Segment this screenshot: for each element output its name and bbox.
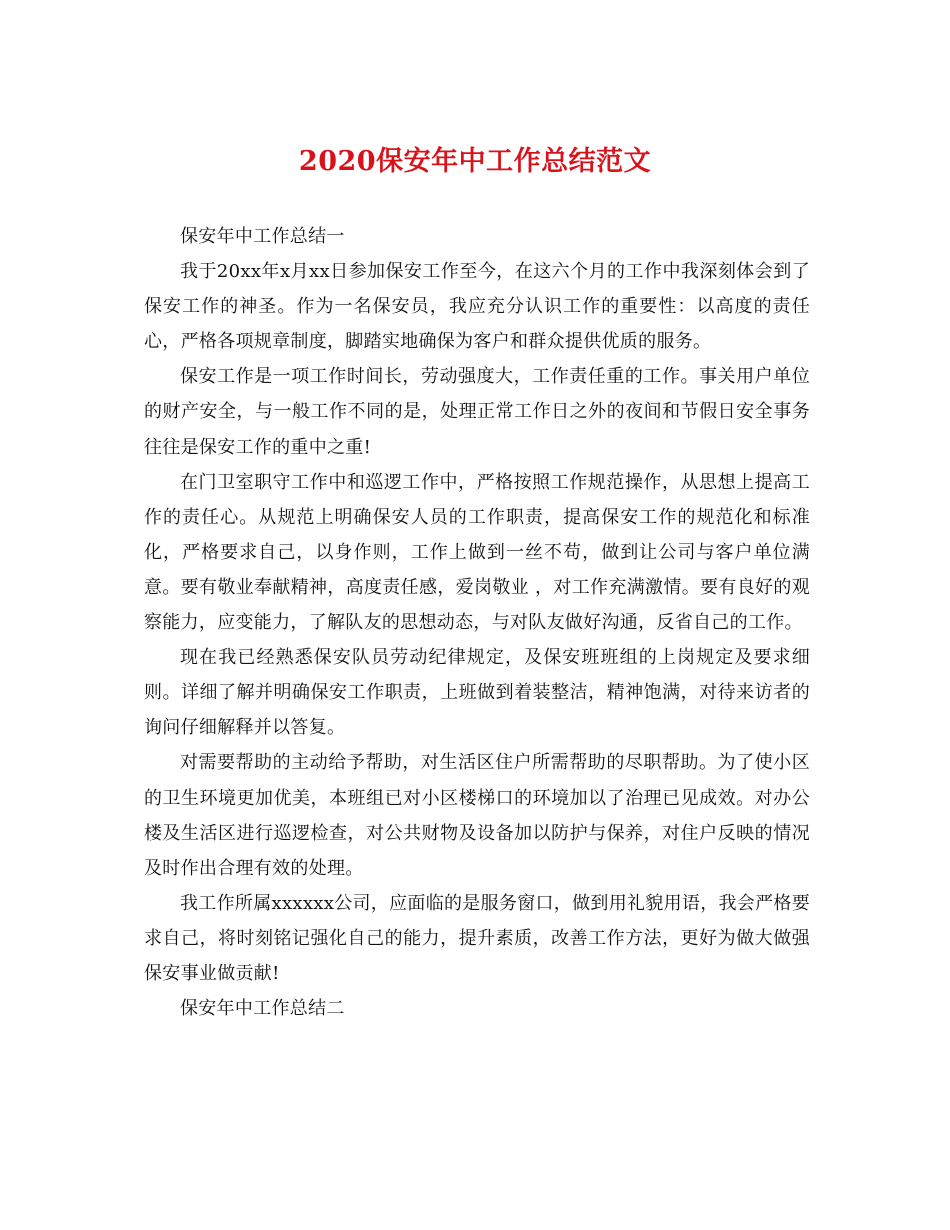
document-title: 2020保安年中工作总结范文 — [298, 146, 652, 177]
paragraph: 我于20xx年x月xx日参加保安工作至今，在这六个月的工作中我深刻体会到了保安工作的神圣。作为一名保安员，我应充分认识工作的重要性：以高度的责任心，严格各项规章制度，脚踏实地确保为客户和群众提供优质的服务。 — [144, 261, 810, 353]
document-body — [144, 219, 810, 1026]
section-heading-1: 保安年中工作总结一 — [180, 226, 345, 247]
paragraph: 现在我已经熟悉保安队员劳动纪律规定，及保安班班组的上岗规定及要求细则。详细了解并明确保安工作职责，上班做到着装整洁，精神饱满，对待来访者的询问仔细解释并以答复。 — [144, 647, 810, 739]
paragraph: 对需要帮助的主动给予帮助，对生活区住户所需帮助的尽职帮助。为了使小区的卫生环境更加优美，本班组已对小区楼梯口的环境加以了治理已见成效。对办公楼及生活区进行巡逻检查，对公共财物及设备加以防护与保养，对住户反映的情况及时作出合理有效的处理。 — [144, 752, 810, 879]
paragraph: 在门卫室职守工作中和巡逻工作中，严格按照工作规范操作，从思想上提高工作的责任心。从规范上明确保安人员的工作职责，提高保安工作的规范化和标准化，严格要求自己，以身作则，工作上做到一丝不苟，做到让公司与客户单位满意。要有敬业奉献精神，高度责任感，爱岗敬业 ，对工作充满激情。要有良好的观察能力，应变能力，了解队友的思想动态，与对队友做好沟通，反省自己的工作。 — [144, 471, 810, 634]
paragraph: 我工作所属xxxxxx公司，应面临的是服务窗口，做到用礼貌用语，我会严格要求自己，将时刻铭记强化自己的能力，提升素质，改善工作方法，更好为做大做强保安事业做贡献! — [144, 892, 811, 984]
paragraph: 保安工作是一项工作时间长，劳动强度大，工作责任重的工作。事关用户单位的财产安全，与一般工作不同的是，处理正常工作日之外的夜间和节假日安全事务往往是保安工作的重中之重! — [144, 366, 810, 458]
section-heading-2: 保安年中工作总结二 — [180, 998, 345, 1020]
